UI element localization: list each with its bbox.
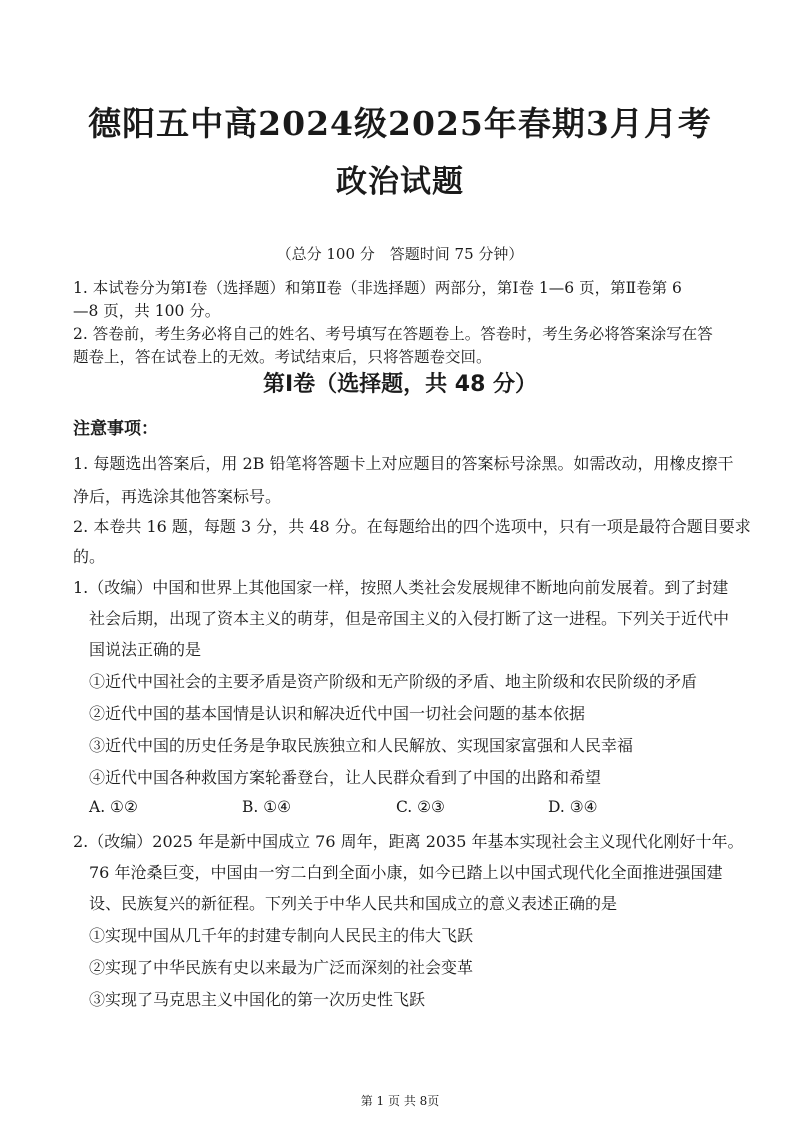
q1-stem-line1: 1.（改编）中国和世界上其他国家一样，按照人类社会发展规律不断地向前发展着。到了封建	[73, 578, 729, 597]
q1-stem-line2: 社会后期，出现了资本主义的萌芽，但是帝国主义的入侵打断了这一进程。下列关于近代中	[89, 609, 730, 628]
notice-2a: 2. 本卷共 16 题，每题 3 分，共 48 分。在每题给出的四个选项中，只有一项是最符合题目要求	[73, 517, 751, 536]
q2-stem-line3: 设、民族复兴的新征程。下列关于中华人民共和国成立的意义表述正确的是	[89, 894, 618, 913]
instruction-2b: 题卷上，答在试卷上的无效。考试结束后，只将答题卷交回。	[73, 348, 492, 366]
exam-meta: （总分 100 分 答题时间 75 分钟）	[276, 245, 524, 263]
q1-option-b: B. ①④	[242, 798, 292, 816]
q1-option-d: D. ③④	[548, 798, 598, 816]
q1-statement-4: ④近代中国各种救国方案轮番登台，让人民群众看到了中国的出路和希望	[89, 768, 602, 787]
instruction-2a: 2. 答卷前，考生务必将自己的姓名、考号填写在答题卷上。答卷时，考生务必将答案涂写在答	[73, 325, 713, 343]
q1-option-c: C. ②③	[396, 798, 445, 816]
q2-stem-line2: 76 年沧桑巨变，中国由一穷二白到全面小康，如今已踏上以中国式现代化全面推进强国建	[89, 863, 723, 882]
notice-2b: 的。	[73, 547, 106, 566]
q1-statement-3: ③近代中国的历史任务是争取民族独立和人民解放、实现国家富强和人民幸福	[89, 736, 634, 755]
q1-option-a: A. ①②	[89, 798, 138, 816]
exam-title: 德阳五中高2024级2025年春期3月月考	[88, 104, 712, 143]
q1-statement-1: ①近代中国社会的主要矛盾是资产阶级和无产阶级的矛盾、地主阶级和农民阶级的矛盾	[89, 672, 698, 691]
instruction-1b: —8 页，共 100 分。	[73, 302, 221, 320]
notice-1b: 净后，再选涂其他答案标号。	[73, 487, 282, 506]
page-footer: 第 1 页 共 8页	[360, 1094, 440, 1108]
q1-statement-2: ②近代中国的基本国情是认识和解决近代中国一切社会问题的基本依据	[89, 704, 586, 723]
q2-stem-line1: 2.（改编）2025 年是新中国成立 76 周年，距离 2035 年基本实现社会主义现代化刚好十年。	[73, 832, 744, 851]
instruction-1a: 1. 本试卷分为第Ⅰ卷（选择题）和第Ⅱ卷（非选择题）两部分，第Ⅰ卷 1—6 页，第Ⅱ卷第 6	[73, 279, 682, 297]
section-title: 第Ⅰ卷（选择题，共 48 分）	[262, 372, 538, 397]
q2-statement-2: ②实现了中华民族有史以来最为广泛而深刻的社会变革	[89, 958, 474, 977]
notice-1a: 1. 每题选出答案后，用 2B 铅笔将答题卡上对应题目的答案标号涂黑。如需改动，用橡皮擦干	[73, 454, 734, 473]
q2-statement-3: ③实现了马克思主义中国化的第一次历史性飞跃	[89, 990, 426, 1009]
exam-subtitle: 政治试题	[336, 164, 464, 200]
notice-heading: 注意事项：	[73, 419, 158, 439]
q1-stem-line3: 国说法正确的是	[89, 640, 202, 659]
q2-statement-1: ①实现中国从几千年的封建专制向人民民主的伟大飞跃	[89, 926, 474, 945]
